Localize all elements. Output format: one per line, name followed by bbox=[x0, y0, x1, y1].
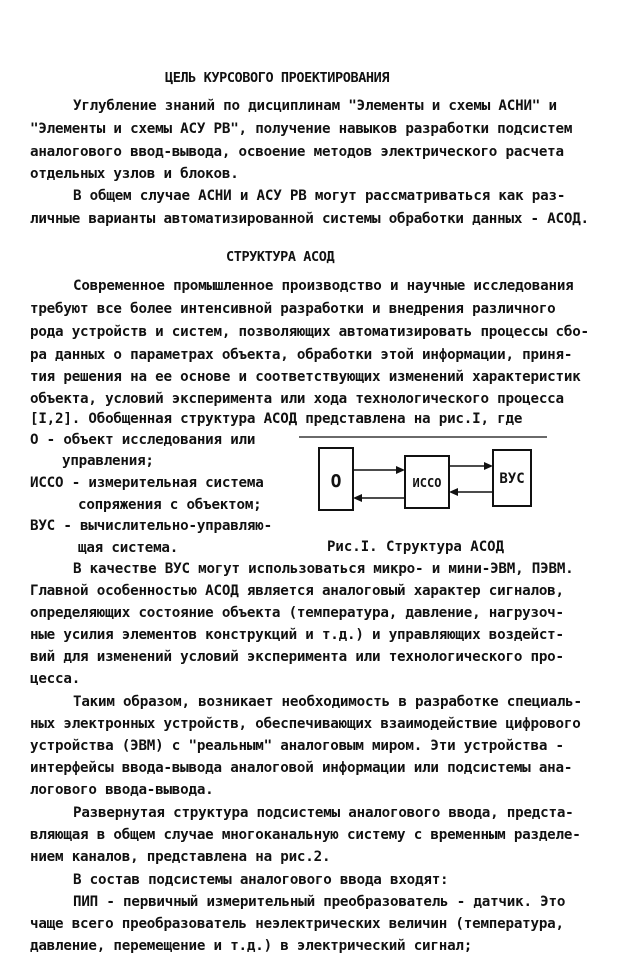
section-line: [I,2]. Обобщенная структура АСОД представлена на рис.I, где bbox=[30, 411, 523, 427]
body-line: ПИП - первичный измерительный преобразователь - датчик. Это bbox=[73, 894, 566, 910]
intro-line: "Элементы и схемы АСУ РВ", получение навыков разработки подсистем bbox=[30, 121, 573, 137]
body-line: цесса. bbox=[30, 671, 81, 687]
intro-line: Углубление знаний по дисциплинам "Элементы и схемы АСНИ" и bbox=[73, 98, 557, 114]
body-line: нием каналов, представлена на рис.2. bbox=[30, 849, 331, 865]
body-line: Главной особенностью АСОД является аналоговый характер сигналов, bbox=[30, 583, 564, 599]
section-line: ра данных о параметрах объекта, обработки этой информации, приня- bbox=[30, 347, 573, 363]
body-line: чаще всего преобразователь неэлектрических величин (температура, bbox=[30, 916, 564, 932]
intro-line: личные варианты автоматизированной системы обработки данных - АСОД. bbox=[30, 211, 589, 227]
legend-line: ВУС - вычислительно-управляю- bbox=[30, 518, 272, 534]
block-isso-label: ИССО bbox=[412, 476, 442, 490]
block-object-label: О bbox=[330, 471, 342, 492]
section-line: объекта, условий эксперимента или хода технологического процесса bbox=[30, 391, 564, 407]
intro-line: аналогового ввод-вывода, освоение методов электрического расчета bbox=[30, 144, 564, 160]
body-line: вий для изменений условий эксперимента или технологического про- bbox=[30, 649, 564, 665]
legend-line: ИССО - измерительная система bbox=[30, 475, 264, 491]
body-line: Таким образом, возникает необходимость в разработке специаль- bbox=[73, 694, 582, 710]
legend-line: сопряжения с объектом; bbox=[78, 497, 262, 513]
block-vus-label: ВУС bbox=[499, 471, 525, 487]
body-line: Развернутая структура подсистемы аналогового ввода, предста- bbox=[73, 805, 574, 821]
section-line: Современное промышленное производство и научные исследования bbox=[73, 278, 574, 294]
section-line: требуют все более интенсивной разработки и внедрения различного bbox=[30, 301, 556, 317]
section-title: СТРУКТУРА АСОД bbox=[226, 249, 335, 265]
legend-line: О - объект исследования или bbox=[30, 432, 256, 448]
body-line: ные усилия элементов конструкций и т.д.) и управляющих воздейст- bbox=[30, 627, 564, 643]
body-line: интерфейсы ввода-вывода аналоговой информации или подсистемы ана- bbox=[30, 760, 573, 776]
body-line: давление, перемещение и т.д.) в электрический сигнал; bbox=[30, 938, 473, 954]
body-line: определяющих состояние объекта (температура, давление, нагрузоч- bbox=[30, 605, 564, 621]
body-line: ных электронных устройств, обеспечивающих взаимодействие цифрового bbox=[30, 716, 581, 732]
body-line: В состав подсистемы аналогового ввода входят: bbox=[73, 872, 449, 888]
figure-caption: Рис.I. Структура АСОД bbox=[327, 539, 505, 555]
intro-line: В общем случае АСНИ и АСУ РВ могут рассматриваться как раз- bbox=[73, 188, 566, 204]
page-title: ЦЕЛЬ КУРСОВОГО ПРОЕКТИРОВАНИЯ bbox=[165, 70, 390, 86]
structure-diagram bbox=[297, 428, 559, 536]
body-line: устройства (ЭВМ) с "реальным" аналоговым миром. Эти устройства - bbox=[30, 738, 564, 754]
legend-line: управления; bbox=[62, 453, 154, 469]
legend-line: щая система. bbox=[78, 540, 179, 556]
section-line: рода устройств и систем, позволяющих автоматизировать процессы сбо- bbox=[30, 324, 589, 340]
body-line: В качестве ВУС могут использоваться микро- и мини-ЭВМ, ПЭВМ. bbox=[73, 561, 574, 577]
section-line: тия решения на ее основе и соответствующих изменений характеристик bbox=[30, 369, 581, 385]
body-line: вляющая в общем случае многоканальную систему с временным разделе- bbox=[30, 827, 581, 843]
body-line: логового ввода-вывода. bbox=[30, 782, 214, 798]
intro-line: отдельных узлов и блоков. bbox=[30, 166, 239, 182]
